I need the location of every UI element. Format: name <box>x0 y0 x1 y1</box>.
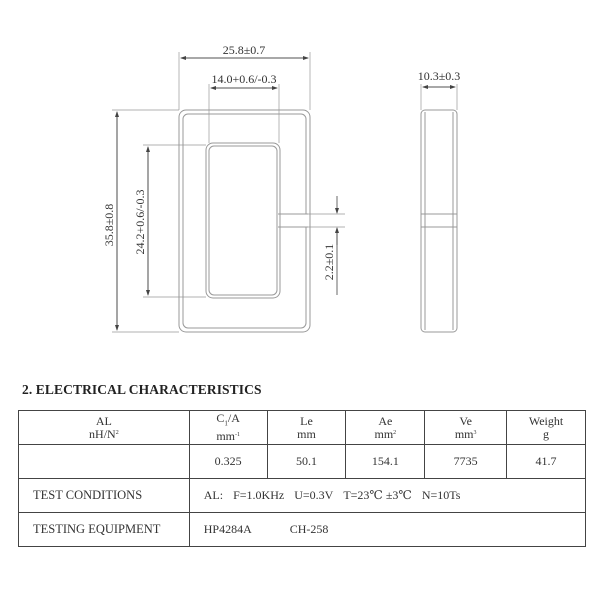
value-c1a: 0.325 <box>189 445 267 479</box>
testing-equipment-row <box>19 513 586 547</box>
testing-equipment-label: TESTING EQUIPMENT <box>19 513 190 547</box>
value-ae: 154.1 <box>346 445 425 479</box>
header-row <box>19 411 586 445</box>
inner-height-dim: 24.2+0.6/-0.3 <box>133 189 147 255</box>
value-weight: 41.7 <box>507 445 586 479</box>
test-conditions-value: AL: F=1.0KHz U=0.3V T=23℃ ±3℃ N=10Ts <box>189 479 585 513</box>
header-ve: Ve $mm^3$ <box>425 411 507 445</box>
value-ve: 7735 <box>425 445 507 479</box>
testing-equipment-value: HP4284A CH-258 <box>189 513 585 547</box>
electrical-characteristics-table <box>18 410 586 547</box>
values-row <box>19 445 586 479</box>
section-title: 2. ELECTRICAL CHARACTERISTICS <box>22 382 262 397</box>
value-al <box>19 445 190 479</box>
header-c1a: $C_1/A$ $mm^{-1}$ <box>189 411 267 445</box>
test-conditions-label: TEST CONDITIONS <box>19 479 190 513</box>
value-le: 50.1 <box>267 445 346 479</box>
test-conditions-row <box>19 479 586 513</box>
header-al: AL $nH/N^2$ <box>19 411 190 445</box>
thickness-dim: 10.3±0.3 <box>417 69 461 83</box>
gap-dim: 2.2±0.1 <box>322 243 336 281</box>
outer-height-dim: 35.8±0.8 <box>102 203 116 247</box>
core-side-outline <box>421 110 457 332</box>
header-ae: Ae $mm^2$ <box>346 411 425 445</box>
inner-width-dim: 14.0+0.6/-0.3 <box>211 72 277 86</box>
header-weight: Weight g <box>507 411 586 445</box>
outer-width-dim: 25.8±0.7 <box>222 43 266 57</box>
header-le: Le mm <box>267 411 346 445</box>
